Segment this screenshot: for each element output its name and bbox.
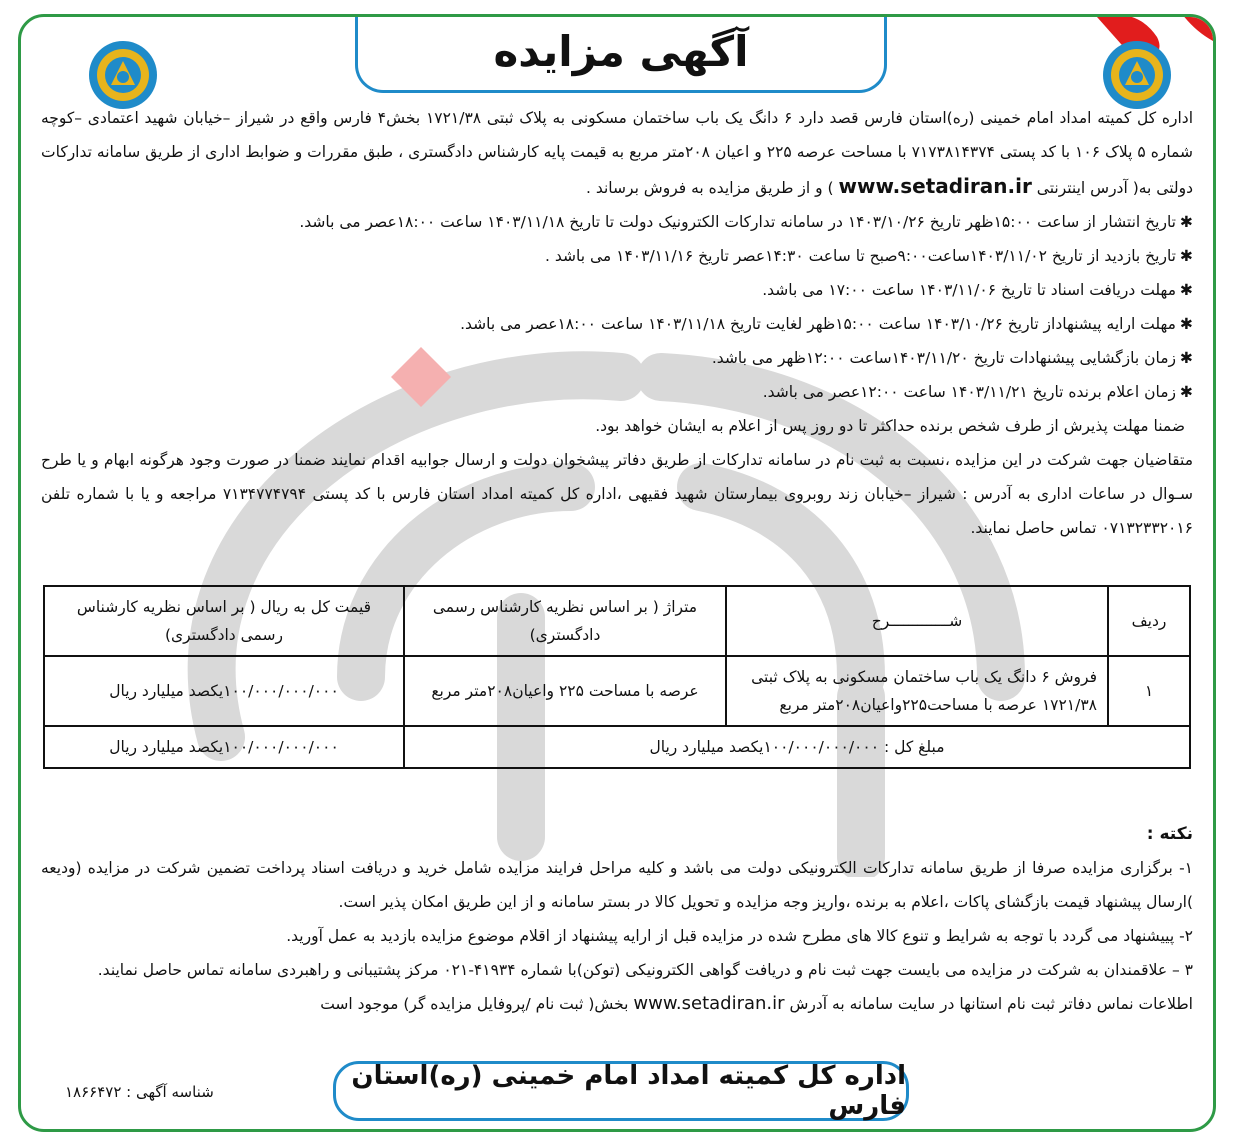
schedule-item: ✱مهلت دریافت اسناد تا تاریخ ۱۴۰۳/۱۱/۰۶ ساعت ۱۷:۰۰ می باشد. — [762, 281, 1193, 299]
note-item: ۲- پییشنهاد می گردد با توجه به شرایط و تنوع کالا های مطرح شده در مزایده قبل از ارایه پیشنهاد از اقلام موضوع مزایده بازدید به عمل آورید. — [286, 927, 1193, 945]
header-price: قیمت کل به ریال ( بر اساس نظریه کارشناس رسمی دادگستری) — [44, 586, 404, 656]
cell-row-no: ۱ — [1108, 656, 1190, 726]
footer-banner — [333, 1061, 909, 1121]
setadiran-link[interactable]: www.setadiran.ir — [633, 993, 785, 1014]
schedule-item: ✱زمان بازگشایی پیشنهادات تاریخ ۱۴۰۳/۱۱/۲۰ساعت ۱۲:۰۰ظهر می باشد. — [711, 349, 1193, 367]
ad-id: شناسه آگهی : ۱۸۶۶۴۷۲ — [65, 1083, 214, 1101]
total-price: ۱۰۰/۰۰۰/۰۰۰/۰۰۰یکصد میلیارد ریال — [44, 726, 404, 768]
table-total-row — [44, 726, 1190, 768]
schedule-item: ✱مهلت ارایه پیشنهاداز تاریخ ۱۴۰۳/۱۰/۲۶ ساعت ۱۵:۰۰ظهر لغایت تاریخ ۱۴۰۳/۱۱/۱۸ ساعت ۱۸:۰۰عصر می باشد. — [460, 315, 1193, 333]
intro-end-text: ) و از طریق مزایده به فروش برساند . — [586, 179, 834, 197]
header-row-no: ردیف — [1108, 586, 1190, 656]
schedule-item: ✱زمان اعلام برنده تاریخ ۱۴۰۳/۱۱/۲۱ ساعت ۱۲:۰۰عصر می باشد. — [762, 383, 1193, 401]
setadiran-link[interactable]: www.setadiran.ir — [838, 174, 1032, 198]
schedule-list — [41, 205, 1193, 409]
schedule-item: ✱تاریخ بازدید از تاریخ ۱۴۰۳/۱۱/۰۲ساعت۹:۰۰صبح تا ساعت ۱۴:۳۰عصر تاریخ ۱۴۰۳/۱۱/۱۶ می باشد . — [545, 247, 1193, 265]
total-label: مبلغ کل : ۱۰۰/۰۰۰/۰۰۰/۰۰۰یکصد میلیارد ریال — [404, 726, 1190, 768]
title-banner — [355, 14, 887, 93]
notes-section — [41, 817, 1193, 1021]
intro-text: اداره کل کمیته امداد امام خمینی (ره)استان فارس قصد دارد ۶ دانگ یک باب ساختمان مسکونی به پلاک ثبتی ۱۷۲۱/۳۸ بخش۴ فارس واقع در شیراز –خیابان شهید اعتمادی –کوچه شماره ۵ پلاک ۱۰۶ با کد پستی ۷۱۷۳۸۱۴۳۷۴ با مساحت عرصه ۲۲۵ و اعیان ۲۰۸متر مربع به قیمت پایه کارشناس دادگستری ، طبق مقررات و ضوابط اداری از طریق سامانه تدارکات دولتی به( آدرس اینترنتی — [41, 109, 1194, 197]
contact-info: اطلاعات نماس دفاتر ثبت نام استانها در سایت سامانه به آدرش www.setadiran.ir بخش( ثبت نام /پروفایل مزایده گر) موجود است — [320, 993, 1193, 1014]
auction-table — [43, 585, 1191, 769]
applicants-paragraph: متقاضیان جهت شرکت در این مزایده ،نسبت به ثبت نام در سامانه تدارکات از طریق دفاتر پیشخوان دولت و ارسال جوابیه اقدام نمایند ضمنا در صورت وجود هرگونه ابهام و یا طرح سـوال در ساعات اداری به آدرس : شیراز –خیابان زند روبروی بیمارستان شهید فقیهی ،اداره کل کمیته امداد استان فارس با کد پستی ۷۱۳۴۷۷۴۷۹۴ مراجعه و یا با شماره تلفن ۰۷۱۳۲۳۳۲۰۱۶ تماس حاصل نمایند. — [41, 451, 1193, 537]
intro-paragraph — [41, 101, 1193, 205]
header-desc: شـــــــــــــرح — [726, 586, 1108, 656]
auction-table-wrap — [43, 585, 1191, 769]
table-row — [44, 656, 1190, 726]
note-item: ۱- برگزاری مزایده صرفا از طریق سامانه تدارکات الکترونیکی دولت می باشد و کلیه مراحل فرایند مزایده شامل خرید و دریافت اسناد پرداخت تضمین شرکت در مزایده (ودیعه )ارسال پیشنهاد قیمت بازگشای پاکات ،اعلام به برنده ،واریز وجه مزایده و تحویل کالا در بستر سامانه و از این طریق امکان پذیر است. — [41, 859, 1193, 911]
ad-page — [18, 14, 1216, 1132]
footer-org: اداره کل کمیته امداد امام خمینی (ره)استان فارس — [351, 1061, 906, 1121]
acceptance-note: ضمنا مهلت پذیرش از طرف شخص برنده حداکثر تا دو روز پس از اعلام به ایشان خواهد بود. — [595, 417, 1185, 435]
note-item: ۳ – علاقمندان به شرکت در مزایده می بایست جهت ثبت نام و دریافت گواهی الکترونیکی (توکن)با شماره ۴۱۹۳۴-۰۲۱ مرکز پشتیبانی و راهبردی سامانه تماس حاصل نمایند. — [97, 961, 1193, 979]
cell-area: عرصه با مساحت ۲۲۵ واعیان۲۰۸متر مربع — [404, 656, 726, 726]
cell-price: ۱۰۰/۰۰۰/۰۰۰/۰۰۰یکصد میلیارد ریال — [44, 656, 404, 726]
schedule-item: ✱تاریخ انتشار از ساعت ۱۵:۰۰ظهر تاریخ ۱۴۰۳/۱۰/۲۶ در سامانه تدارکات الکترونیک دولت تا تاریخ ۱۴۰۳/۱۱/۱۸ ساعت ۱۸:۰۰عصر می باشد. — [299, 213, 1193, 231]
table-header-row — [44, 586, 1190, 656]
ad-title: آگهی مزایده — [493, 27, 749, 76]
ad-body — [41, 101, 1193, 545]
notes-title: نکته : — [1146, 824, 1193, 844]
cell-desc: فروش ۶ دانگ یک باب ساختمان مسکونی به پلاک ثبتی ۱۷۲۱/۳۸ عرصه با مساحت۲۲۵واعیان۲۰۸متر مربع — [726, 656, 1108, 726]
header-area: متراژ ( بر اساس نظریه کارشناس رسمی دادگستری) — [404, 586, 726, 656]
